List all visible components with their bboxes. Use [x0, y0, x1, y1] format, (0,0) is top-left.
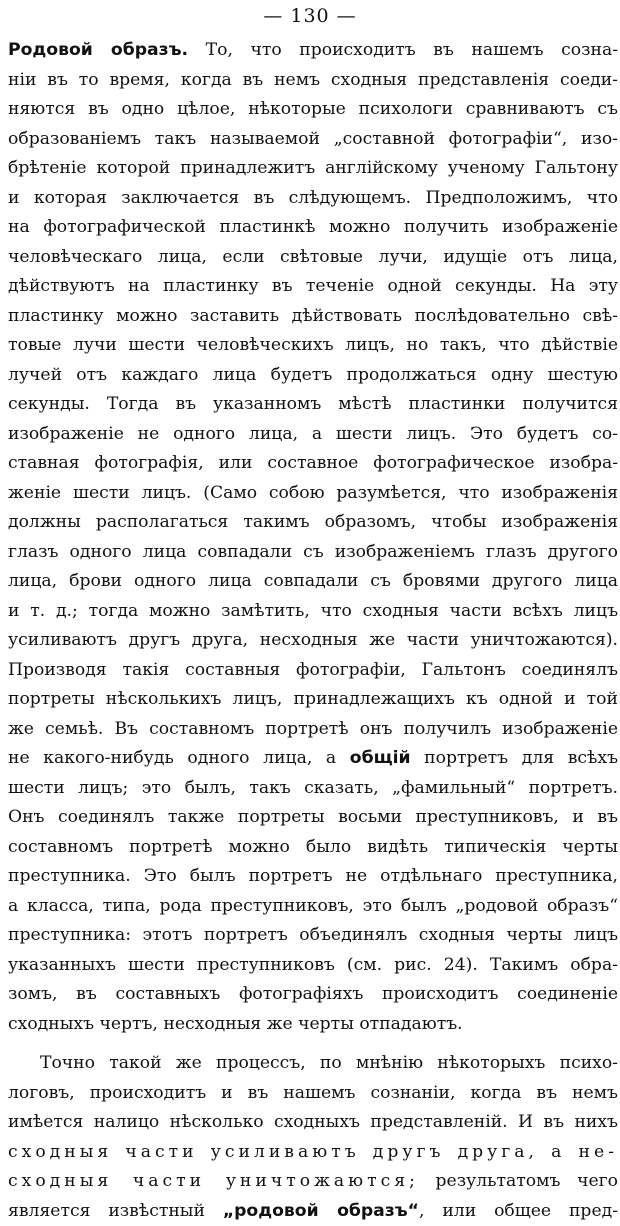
paragraph-gap [8, 1039, 618, 1049]
emphasis-text: общiй [350, 748, 411, 768]
text-line: а класса, типа, рода преступниковъ, это былъ „родовой образъ“ [8, 892, 618, 922]
text-line: не какого-нибудь одного лица, а общiй портретъ для всѣхъ [8, 744, 618, 774]
text-line: же семьѣ. Въ составномъ портретѣ онъ получилъ изображенiе [8, 715, 618, 745]
text-line: сходныхъ чертъ, несходныя же черты отпадаютъ. [8, 1010, 618, 1040]
text-line: Производя такiя составныя фотографiи, Гальтонъ соединялъ [8, 656, 618, 686]
text-line: составномъ портретѣ можно было видѣть типическiя черты [8, 833, 618, 863]
text-line: образованiемъ такъ называемой „составной фотографiи“, изо- [8, 125, 618, 155]
text-line: Родовой образъ. То, что происходитъ въ нашемъ созна- [8, 36, 618, 66]
text-line: нiи въ то время, когда въ немъ сходныя представленiя соеди- [8, 66, 618, 96]
text-line: шести лицъ; это былъ, такъ сказать, „фамильный“ портретъ. [8, 774, 618, 804]
text-line: изображенiе не одного лица, а шести лицъ. Это будетъ со- [8, 420, 618, 450]
text-line: лица, брови одного лица совпадали съ бровями другого лица [8, 567, 618, 597]
page-number: — 130 — [0, 4, 620, 28]
text-line: зомъ, въ составныхъ фотографiяхъ происходитъ соединенiе [8, 980, 618, 1010]
emphasis-text: „родовой образъ“ [223, 1201, 419, 1221]
text-line: человѣческаго лица, если свѣтовые лучи, идущiе отъ лица, [8, 243, 618, 273]
text-line: товые лучи шести человѣческихъ лицъ, но такъ, что дѣйствiе [8, 331, 618, 361]
text-line: указанныхъ шести преступниковъ (см. рис. 24). Такимъ обра- [8, 951, 618, 981]
text-line: брѣтенiе которой принадлежитъ англiйскому ученому Гальтону [8, 154, 618, 184]
text-line: преступника: этотъ портретъ объединялъ сходныя черты лицъ [8, 921, 618, 951]
text-line: ставная фотографiя, или составное фотографическое изобра- [8, 449, 618, 479]
text-line: на фотографической пластинкѣ можно получить изображенiе [8, 213, 618, 243]
spaced-text: сходныя части уничтожаются; [8, 1171, 419, 1191]
text-line: секунды. Тогда въ указанномъ мѣстѣ пластинки получится [8, 390, 618, 420]
text-line: лучей отъ каждаго лица будетъ продолжаться одну шестую [8, 361, 618, 391]
text-line: должны располагаться такимъ образомъ, чтобы изображенiя [8, 508, 618, 538]
section-heading: Родовой образъ. [8, 40, 188, 60]
body-text [8, 36, 618, 1226]
text-line: имѣется налицо нѣсколько сходныхъ представленiй. И въ нихъ [8, 1108, 618, 1138]
text-line: является извѣстный „родовой образъ“, или общее пред- [8, 1197, 618, 1226]
text-line: Точно такой же процессъ, по мнѣнiю нѣкоторыхъ психо- [8, 1049, 618, 1079]
text-line: и т. д.; тогда можно замѣтить, что сходныя части всѣхъ лицъ [8, 597, 618, 627]
spaced-text-line: сходныя части усиливаютъ другъ друга, а не- [8, 1138, 618, 1168]
text-line: дѣйствуютъ на пластинку въ теченiе одной секунды. На эту [8, 272, 618, 302]
text-line: пластинку можно заставить дѣйствовать послѣдовательно свѣ- [8, 302, 618, 332]
text-line: глазъ одного лица совпадали съ изображенiемъ глазъ другого [8, 538, 618, 568]
text-line: портреты нѣсколькихъ лицъ, принадлежащихъ къ одной и той [8, 685, 618, 715]
text-line: логовъ, происходитъ и въ нашемъ сознанiи, когда въ немъ [8, 1079, 618, 1109]
text-line: преступника. Это былъ портретъ не отдѣльнаго преступника, [8, 862, 618, 892]
text-line: и которая заключается въ слѣдующемъ. Предположимъ, что [8, 184, 618, 214]
text-line: женiе шести лицъ. (Само собою разумѣется, что изображенiя [8, 479, 618, 509]
text-line: няются въ одно цѣлое, нѣкоторые психологи сравниваютъ съ [8, 95, 618, 125]
text-line: сходныя части уничтожаются; результатомъ чего [8, 1167, 618, 1197]
text-line: усиливаютъ другъ друга, несходныя же части уничтожаются). [8, 626, 618, 656]
text-line: Онъ соединялъ также портреты восьми преступниковъ, и въ [8, 803, 618, 833]
